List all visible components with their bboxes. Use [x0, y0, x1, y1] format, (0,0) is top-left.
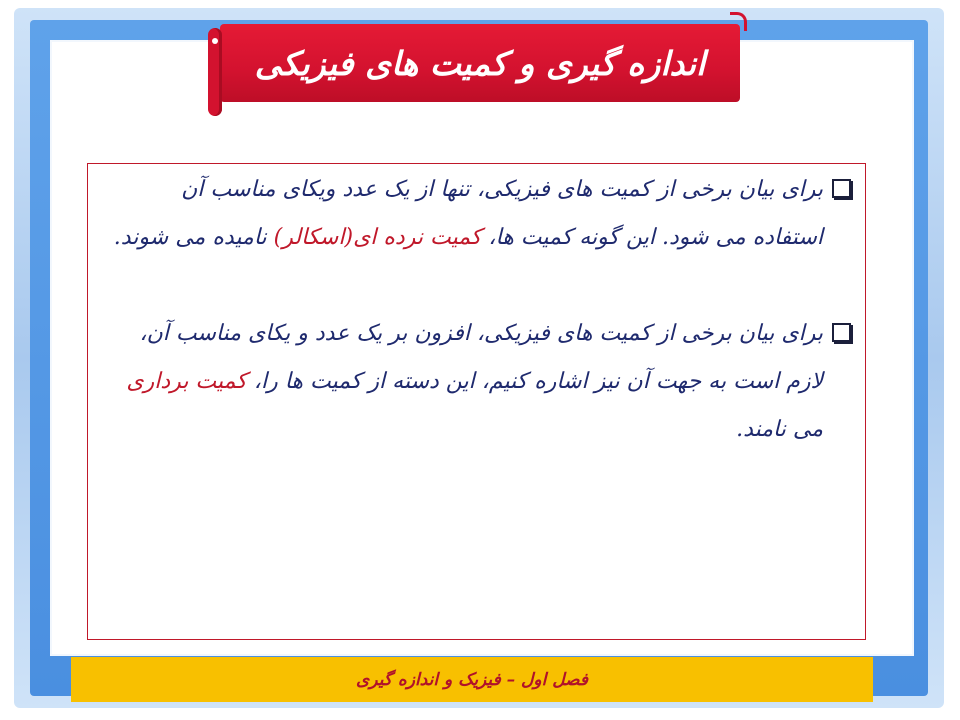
slide-title: اندازه گیری و کمیت های فیزیکی	[254, 43, 706, 83]
bullet-text	[111, 166, 851, 262]
bullet-item-vector	[111, 310, 851, 454]
title-banner	[220, 24, 740, 102]
bullet-text	[111, 310, 851, 454]
checkbox-bullet-icon	[832, 179, 851, 198]
bullet-text-part: می نامند.	[736, 417, 823, 442]
bullet-text-part: نامیده می شوند.	[113, 225, 274, 250]
banner-hole-decoration	[212, 38, 218, 44]
scalar-term: کمیت نرده ای(اسکالر)	[273, 225, 482, 250]
content-box	[87, 163, 866, 640]
bullet-text-part: برای بیان برخی از کمیت های فیزیکی، تنها از یک عدد ویکای مناسب آن استفاده می شود. این گونه کمیت ها،	[181, 177, 823, 250]
checkbox-bullet-icon	[832, 323, 851, 342]
footer-chapter-label: فصل اول – فیزیک و اندازه گیری	[356, 669, 588, 690]
vector-term: کمیت برداری	[126, 369, 247, 394]
bullet-item-scalar	[111, 166, 851, 262]
bullet-text-part: برای بیان برخی از کمیت های فیزیکی، افزون بر یک عدد و یکای مناسب آن، لازم است به جهت آن نیز اشاره کنیم، این دسته از کمیت ها را،	[139, 321, 823, 394]
banner-scroll-tail	[208, 28, 222, 116]
footer-bar	[71, 657, 873, 702]
